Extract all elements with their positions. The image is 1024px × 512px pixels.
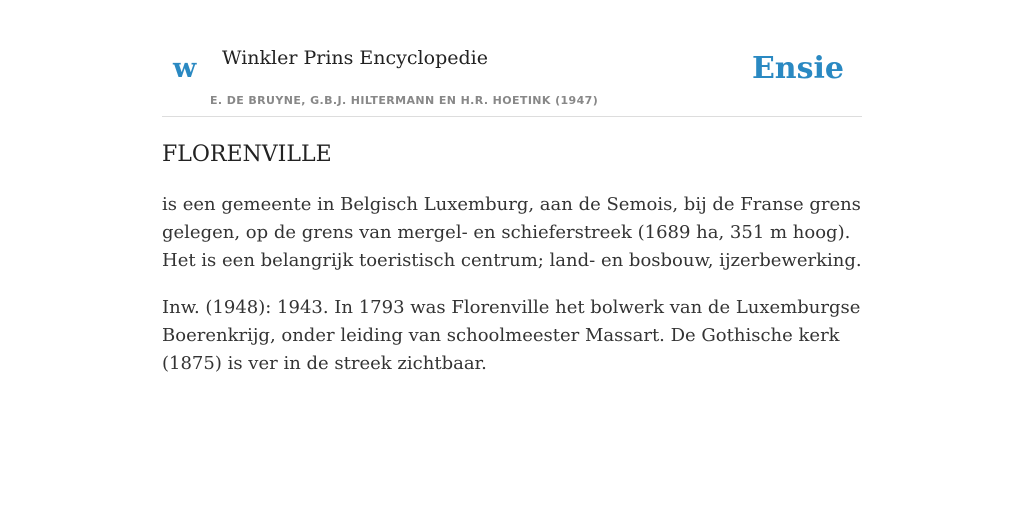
entry-body bbox=[162, 191, 862, 397]
entry-title: FLORENVILLE bbox=[162, 142, 332, 167]
header bbox=[162, 0, 862, 117]
entry-paragraph: Inw. (1948): 1943. In 1793 was Florenville het bolwerk van de Luxemburgse Boerenkrijg, onder leiding van schoolmeester Massart. De Gothische kerk (1875) is ver in de streek zichtbaar. bbox=[162, 297, 861, 374]
publication-title[interactable]: Winkler Prins Encyclopedie bbox=[222, 47, 488, 69]
encyclopedia-logo[interactable]: w bbox=[173, 53, 197, 84]
authors-line: E. DE BRUYNE, G.B.J. HILTERMANN EN H.R. HOETINK (1947) bbox=[210, 94, 599, 107]
ensie-logo[interactable]: Ensie bbox=[751, 51, 844, 86]
page-container bbox=[162, 0, 862, 374]
entry-paragraph: is een gemeente in Belgisch Luxemburg, aan de Semois, bij de Franse grens gelegen, op de grens van mergel- en schieferstreek (1689 ha, 351 m hoog). Het is een belangrijk toeristisch centrum; land- en bosbouw, ijzerbewerking. bbox=[162, 194, 862, 271]
